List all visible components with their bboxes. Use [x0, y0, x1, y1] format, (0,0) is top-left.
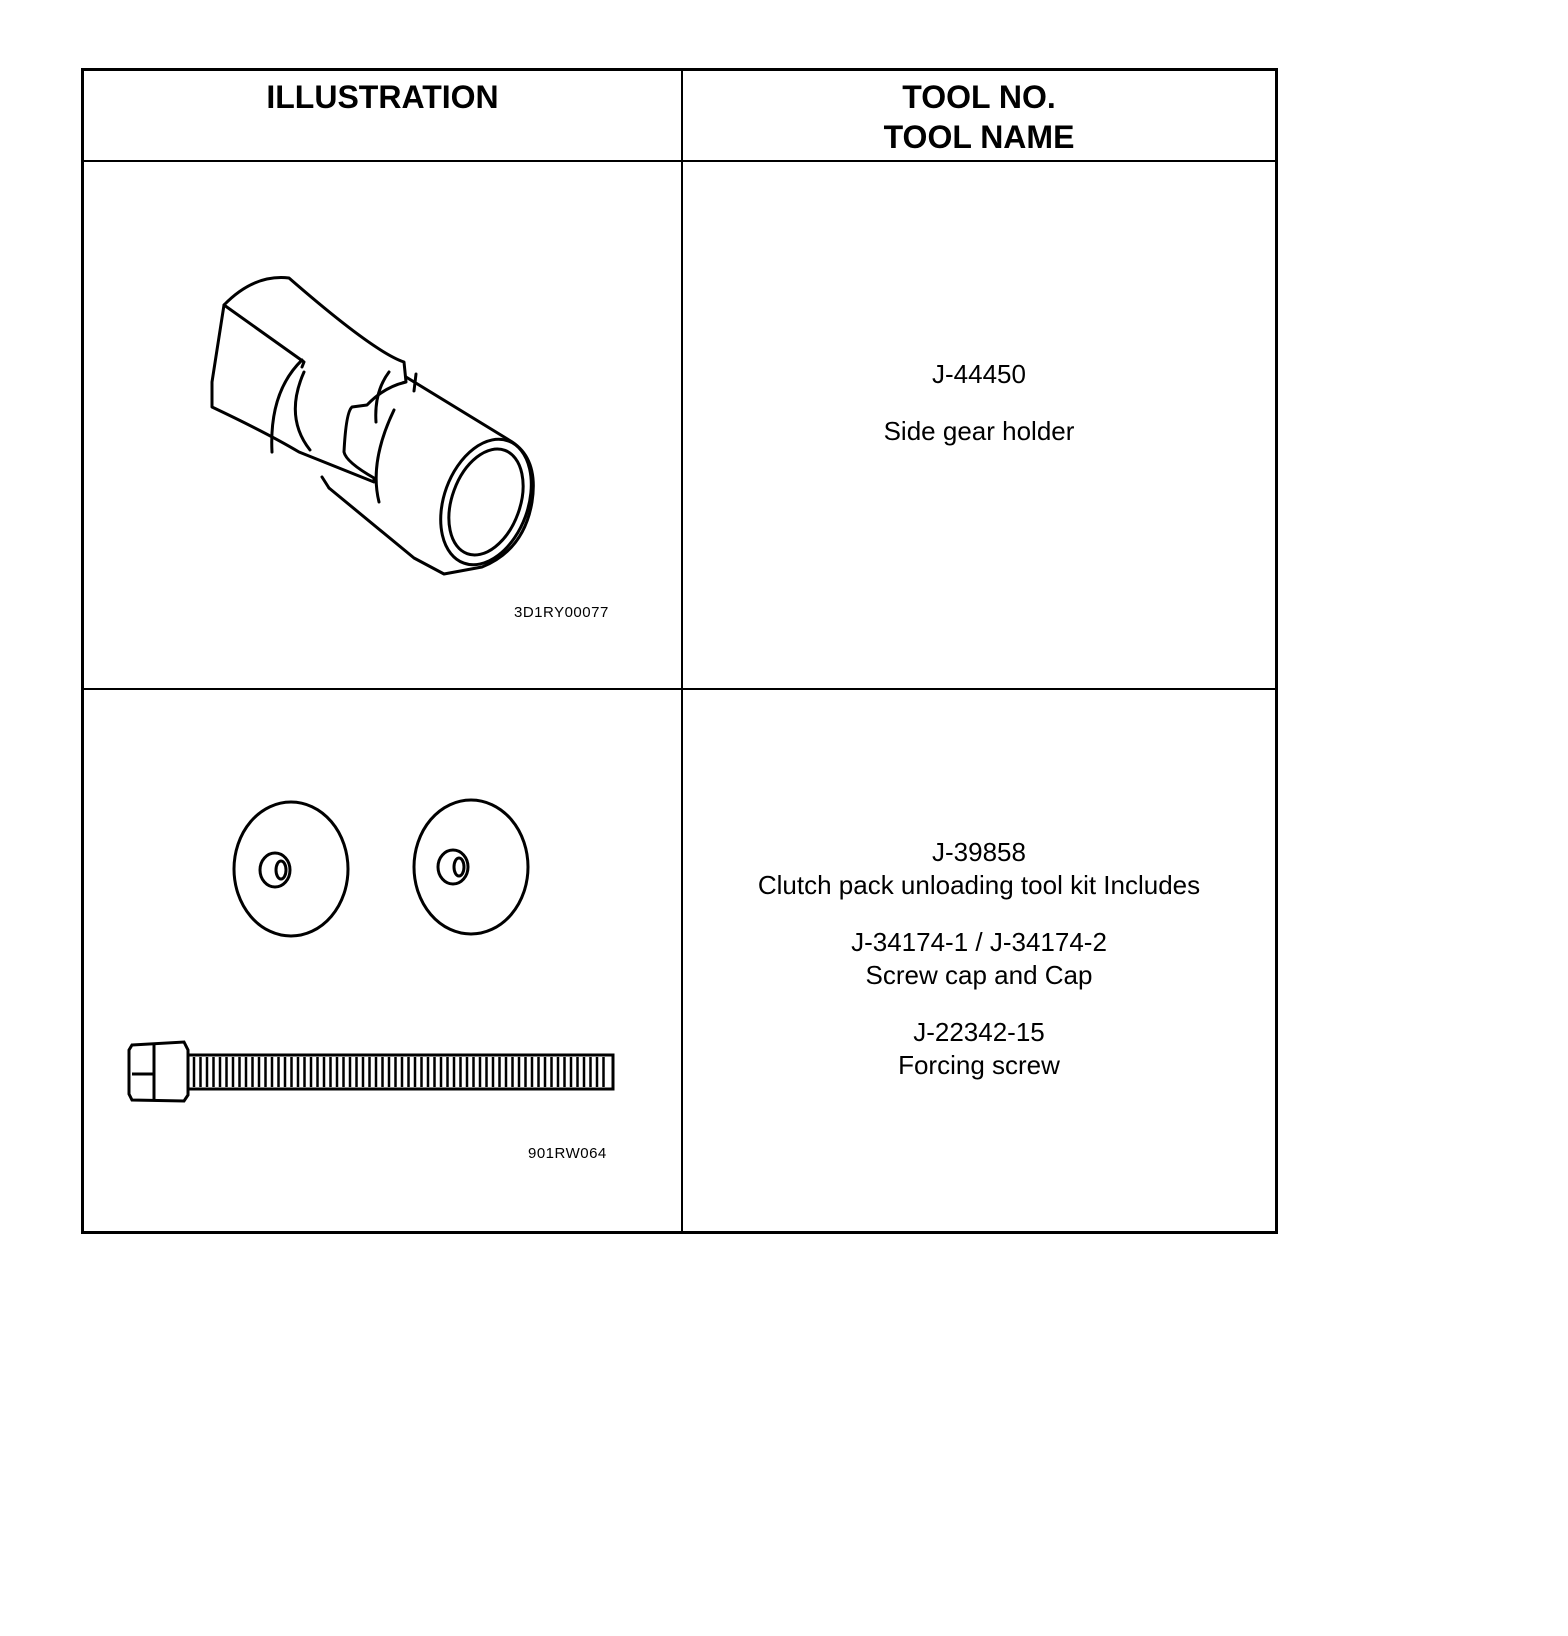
figure-code: 3D1RY00077: [514, 604, 609, 621]
sub-tool-name: Forcing screw: [898, 1050, 1060, 1080]
table-row: [84, 162, 1275, 690]
header-tool-no: TOOL NO.: [902, 79, 1056, 115]
sub-tool-number: J-34174-1 / J-34174-2: [851, 927, 1107, 957]
special-tools-table: [81, 68, 1278, 1234]
header-illustration-cell: [84, 71, 681, 160]
tool-info-cell: [683, 690, 1275, 1231]
table-row: [84, 690, 1275, 1231]
sub-tool-name: Screw cap and Cap: [865, 960, 1093, 990]
illustration-cell: [84, 162, 681, 688]
tool-number: J-44450: [932, 359, 1026, 389]
table-header-row: [84, 71, 1275, 162]
header-illustration: ILLUSTRATION: [266, 79, 499, 115]
header-tool-name: TOOL NAME: [883, 119, 1075, 155]
header-tool-cell: [683, 71, 1275, 160]
tool-name: Side gear holder: [883, 416, 1075, 446]
figure-code: 901RW064: [528, 1145, 607, 1162]
tool-name: Clutch pack unloading tool kit Includes: [757, 870, 1201, 900]
sub-tool-number: J-22342-15: [913, 1017, 1045, 1047]
tool-number: J-39858: [932, 837, 1026, 867]
tool-info-cell: [683, 162, 1275, 688]
illustration-cell: [84, 690, 681, 1231]
